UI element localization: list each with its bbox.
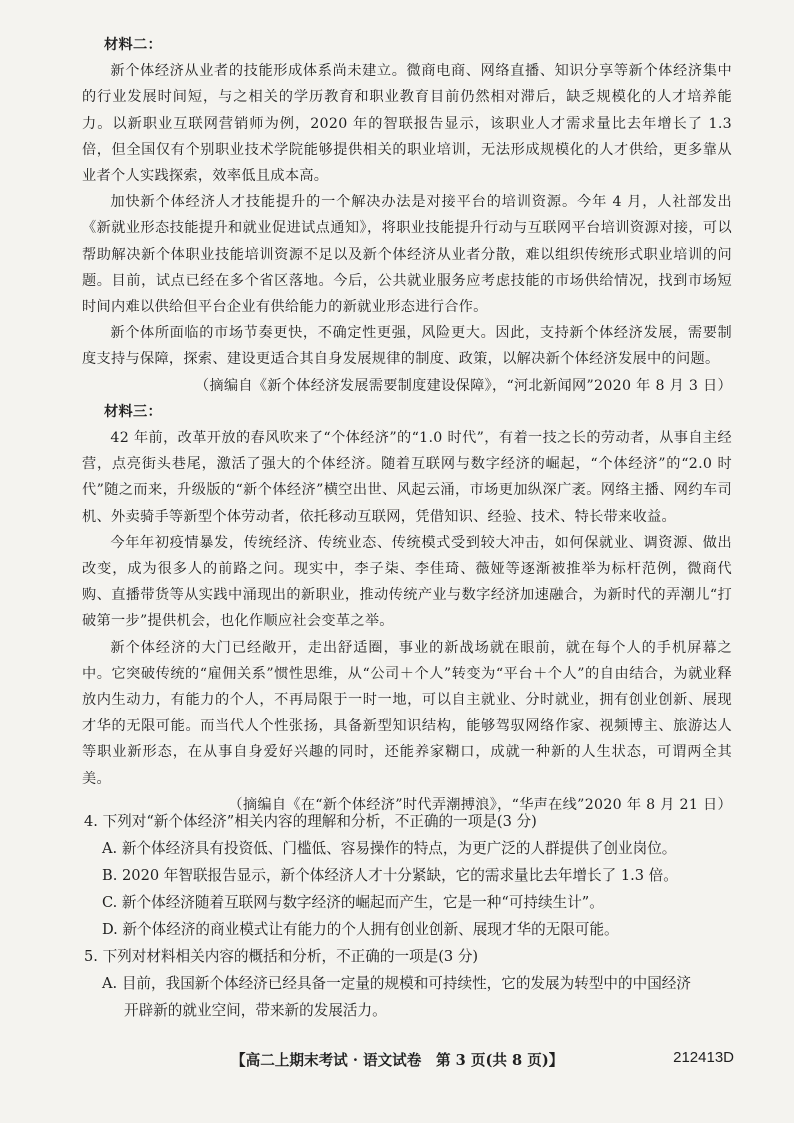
footer-title: 【高二上期末考试 · 语文试卷 第 3 页(共 8 页)】 [231, 1052, 564, 1069]
material2-heading: 材料二： [104, 37, 162, 53]
material2-paragraph-3: 新个体所面临的市场节奏更快，不确定性更强，风险更大。因此，支持新个体经济发展，需要制度支持与保障，探索、建设更适合其自身发展规律的制度、政策，以解决新个体经济发展中的问题。 [82, 325, 732, 368]
material3-source: （摘编自《在“新个体经济”时代弄潮搏浪》，“华声在线”2020 年 8 月 21 日） [228, 796, 732, 813]
question-4-option-a: A. 新个体经济具有投资低、门槛低、容易操作的特点，为更广泛的人群提供了创业岗位。 [102, 840, 677, 857]
question-4-option-d: D. 新个体经济的商业模式让有能力的个人拥有创业创新、展现才华的无限可能。 [102, 921, 619, 938]
footer-code: 212413D [673, 1049, 734, 1066]
material2-paragraph-2: 加快新个体经济人才技能提升的一个解决办法是对接平台的培训资源。今年 4 月，人社部发出《新就业形态技能提升和就业促进试点通知》，将职业技能提升行动与互联网平台培训资源对接，可以帮助解决新个体职业技能培训资源不足以及新个体经济从业者分散，难以组织传统形式职业培训的问题。目前，试点已经在多个省区落地。今后，公共就业服务应考虑技能的市场供给情况，找到市场短时间内难以供给但平台企业有供给能力的新就业形态进行合作。 [82, 194, 732, 316]
question-4-option-c: C. 新个体经济随着互联网与数字经济的崛起而产生，它是一种“可持续生计”。 [102, 894, 604, 911]
material3-paragraph-3: 新个体经济的大门已经敞开，走出舒适圈，事业的新战场就在眼前，就在每个人的手机屏幕之中。它突破传统的“雇佣关系”惯性思维，从“公司＋个人”转变为“平台＋个人”的自由结合，为就业释放内生动力，有能力的个人，不再局限于一时一地，可以自主就业、分时就业，拥有创业创新、展现才华的无限可能。而当代人个性张扬，具备新型知识结构，能够驾驭网络作家、视频博主、旅游达人等职业新形态，在从事自身爱好兴趣的同时，还能养家糊口，成就一种新的人生状态，可谓两全其美。 [82, 639, 732, 787]
question-4-option-b: B. 2020 年智联报告显示，新个体经济人才十分紧缺，它的需求量比去年增长了 1.3 倍。 [102, 867, 678, 884]
question-5-stem: 5. 下列对材料相关内容的概括和分析，不正确的一项是(3 分) [84, 948, 479, 965]
material2-source: （摘编自《新个体经济发展需要制度建设保障》，“河北新闻网”2020 年 8 月 3 日） [194, 377, 732, 394]
reading-materials [82, 32, 732, 818]
material3-paragraph-1: 42 年前，改革开放的春风吹来了“个体经济”的“1.0 时代”，有着一技之长的劳动者，从事自主经营，点亮街头巷尾，激活了强大的个体经济。随着互联网与数字经济的崛起，“个体经济”的“2.0 时代”随之而来，升级版的“新个体经济”横空出世、风起云涌，市场更加纵深广袤。网络主播、网约车司机、外卖骑手等新型个体劳动者，依托移动互联网，凭借知识、经验、技术、特长带来收益。 [82, 430, 732, 525]
question-4-stem: 4. 下列对“新个体经济”相关内容的理解和分析，不正确的一项是(3 分) [84, 813, 537, 830]
questions [84, 808, 734, 1024]
question-5-option-a-line1: A. 目前，我国新个体经济已经具备一定量的规模和可持续性，它的发展为转型中的中国经济 [102, 975, 691, 992]
material3-heading: 材料三： [104, 403, 162, 420]
material3-paragraph-2: 今年年初疫情暴发，传统经济、传统业态、传统模式受到较大冲击，如何保就业、调资源、做出改变，成为很多人的前路之问。现实中，李子柒、李佳琦、薇娅等逐渐被推举为标杆范例，微商代购、直播带货等从实践中涌现出的新职业，推动传统产业与数字经济加速融合，为新时代的弄潮儿“打破第一步”提供机会，也化作顺应社会变革之举。 [82, 534, 732, 630]
question-5-option-a-line2: 开辟新的就业空间，带来新的发展活力。 [124, 1002, 387, 1019]
material2-paragraph-1: 新个体经济从业者的技能形成体系尚未建立。微商电商、网络直播、知识分享等新个体经济集中的行业发展时间短，与之相关的学历教育和职业教育目前仍然相对滞后，缺乏规模化的人才培养能力。以新职业互联网营销师为例，2020 年的智联报告显示，该职业人才需求量比去年增长了 1.3 倍，但全国仅有个别职业技术学院能够提供相关的职业培训，无法形成规模化的人才供给，更多靠从业者个人实践探索，效率低且成本高。 [82, 63, 732, 185]
page-footer [84, 1049, 734, 1075]
question-5-option-a [84, 970, 734, 1024]
